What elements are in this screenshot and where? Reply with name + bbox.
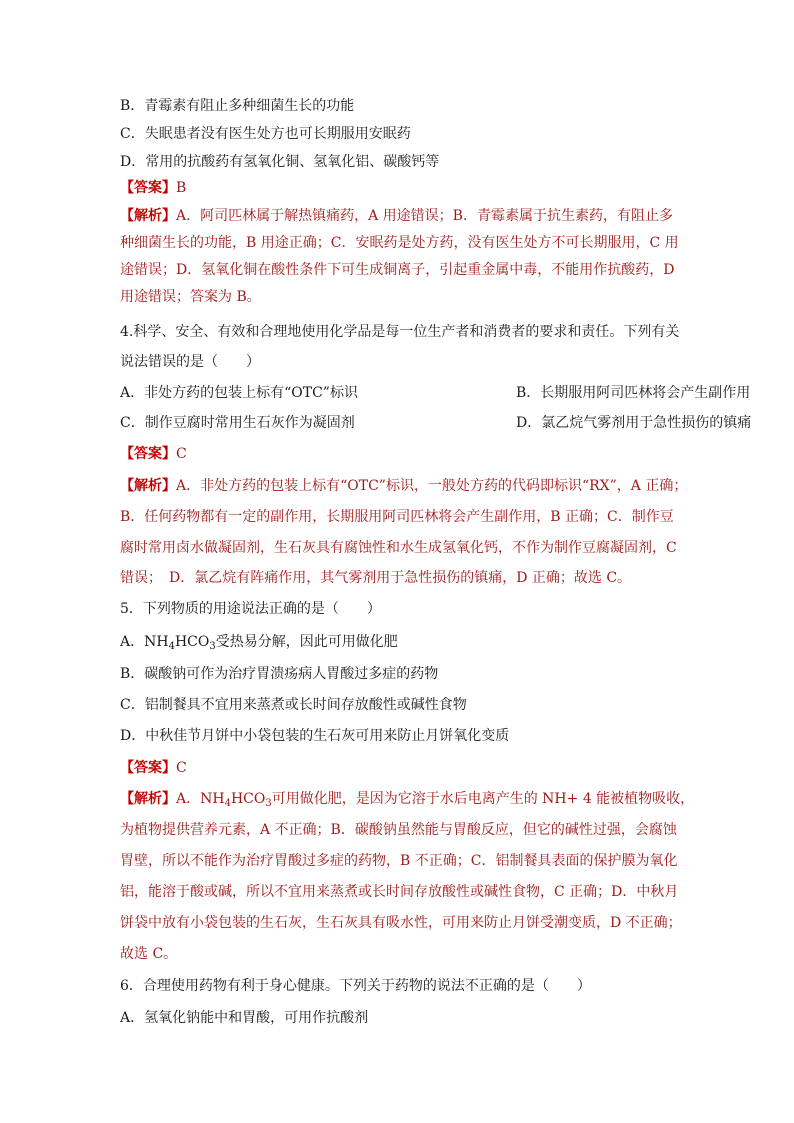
q4-stem: 4.科学、安全、有效和合理地使用化学品是每一位生产者和消费者的要求和责任。下列有关 xyxy=(120,324,680,340)
answer-tag: 【答案】 xyxy=(120,446,176,462)
q4-answer xyxy=(120,444,187,464)
answer-value: C xyxy=(176,446,187,462)
analysis-tag: 【解析】 xyxy=(120,208,176,224)
q4-option-d: D．氯乙烷气雾剂用于急性损伤的镇痛 xyxy=(516,415,752,431)
answer-tag: 【答案】 xyxy=(120,760,176,776)
q4-analysis-line: 错误； D．氯乙烷有阵痛作用，其气雾剂用于急性损伤的镇痛，D 正确；故选 C。 xyxy=(120,570,632,586)
q5-analysis-line: 胃壁，所以不能作为治疗胃酸过多症的药物，B 不正确；C．铝制餐具表面的保护膜为氧化 xyxy=(120,853,678,869)
q6-stem: 6．合理使用药物有利于身心健康。下列关于药物的说法不正确的是（ ） xyxy=(120,978,591,994)
q5-stem: 5．下列物质的用途说法正确的是（ ） xyxy=(120,601,381,617)
formula-subscript: 3 xyxy=(265,798,272,809)
q4-analysis-line xyxy=(120,476,687,496)
answer-value: B xyxy=(176,180,187,196)
formula-text: A．NH xyxy=(176,791,225,807)
formula-text: HCO xyxy=(174,634,210,650)
q4-option-c: C．制作豆腐时常用生石灰作为凝固剂 xyxy=(120,415,355,431)
q4-stem: 说法错误的是（ ） xyxy=(120,354,260,370)
formula-text: HCO xyxy=(230,791,266,807)
q5-option-b: B．碳酸钠可作为治疗胃溃疡病人胃酸过多症的药物 xyxy=(120,666,439,682)
analysis-text: A．阿司匹林属于解热镇痛药，A 用途错误；B．青霉素属于抗生素药，有阻止多 xyxy=(176,208,673,224)
q3-analysis-line xyxy=(120,206,673,226)
q4-option-b: B．长期服用阿司匹林将会产生副作用 xyxy=(516,385,751,401)
answer-value: C xyxy=(176,760,187,776)
analysis-tag: 【解析】 xyxy=(120,478,176,494)
analysis-text: 可用做化肥，是因为它溶于水后电离产生的 NH+ 4 能被植物吸收， xyxy=(271,791,695,807)
q3-option-b: B．青霉素有阻止多种细菌生长的功能 xyxy=(120,98,355,114)
q4-option-a: A．非处方药的包装上标有“OTC”标识 xyxy=(120,385,358,401)
q5-analysis-line: 故选 C。 xyxy=(120,946,178,962)
q3-answer xyxy=(120,178,186,198)
q4-options-row xyxy=(120,413,752,433)
q3-option-c: C．失眠患者没有医生处方也可长期服用安眠药 xyxy=(120,126,411,142)
option-text: 受热易分解，因此可用做化肥 xyxy=(215,634,398,650)
q4-analysis-line: B．任何药物都有一定的副作用，长期服用阿司匹林将会产生副作用，B 正确；C．制作豆 xyxy=(120,509,674,525)
q3-analysis-line: 用途错误；答案为 B。 xyxy=(120,289,261,305)
formula-subscript: 4 xyxy=(224,798,231,809)
formula-subscript: 3 xyxy=(209,641,216,652)
q5-option-d: D．中秋佳节月饼中小袋包装的生石灰可用来防止月饼氧化变质 xyxy=(120,728,510,744)
formula-subscript: 4 xyxy=(168,641,175,652)
q5-answer xyxy=(120,758,187,778)
q6-option-a: A．氢氧化钠能中和胃酸，可用作抗酸剂 xyxy=(120,1010,369,1026)
q4-options-row xyxy=(120,383,751,403)
q5-option-a xyxy=(120,632,398,652)
analysis-text: A．非处方药的包装上标有“OTC”标识，一般处方药的代码即标识“RX”，A 正确； xyxy=(176,478,688,494)
analysis-tag: 【解析】 xyxy=(120,791,176,807)
q5-analysis-line: 铝，能溶于酸或碱，所以不宜用来蒸煮或长时间存放酸性或碱性食物，C 正确；D．中秋月 xyxy=(120,884,679,900)
q3-analysis-line: 种细菌生长的功能，B 用途正确；C．安眠药是处方药，没有医生处方不可长期服用，C 用 xyxy=(120,235,679,251)
q5-option-c: C．铝制餐具不宜用来蒸煮或长时间存放酸性或碱性食物 xyxy=(120,697,467,713)
q5-analysis-line: 饼袋中放有小袋包装的生石灰，生石灰具有吸水性，可用来防止月饼受潮变质，D 不正确； xyxy=(120,915,682,931)
q4-analysis-line: 腐时常用卤水做凝固剂，生石灰具有腐蚀性和水生成氢氧化钙，不作为制作豆腐凝固剂，C xyxy=(120,540,677,556)
q3-analysis-line: 途错误；D．氢氧化铜在酸性条件下可生成铜离子，引起重金属中毒，不能用作抗酸药，D xyxy=(120,262,675,278)
q3-option-d: D．常用的抗酸药有氢氧化铜、氢氧化铝、碳酸钙等 xyxy=(120,154,440,170)
answer-tag: 【答案】 xyxy=(120,180,176,196)
q5-analysis-line: 为植物提供营养元素，A 不正确；B．碳酸钠虽然能与胃酸反应，但它的碱性过强，会腐蚀 xyxy=(120,822,677,838)
q5-analysis-line xyxy=(120,789,694,809)
formula-text: A．NH xyxy=(120,634,169,650)
